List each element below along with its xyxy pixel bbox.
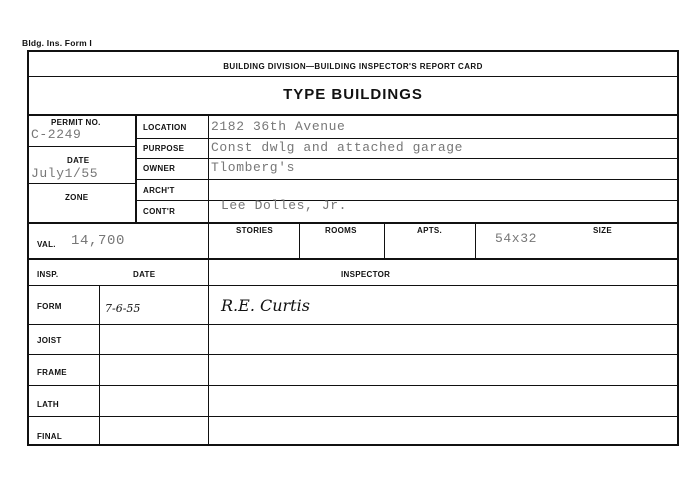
insp-header: INSP. [37, 270, 59, 279]
contractor-value: Lee Dolles, Jr. [221, 198, 348, 213]
location-value: 2182 36th Avenue [211, 119, 346, 134]
date-label: DATE [67, 156, 90, 165]
report-card [27, 50, 679, 446]
owner-value: Tlomberg's [211, 160, 296, 175]
stage-lath: LATH [37, 400, 59, 409]
owner-label: OWNER [143, 164, 176, 173]
stage-joist: JOIST [37, 336, 62, 345]
form-inspector-signature: R.E. Curtis [221, 296, 310, 315]
val-label: VAL. [37, 240, 56, 249]
val-value: 14,700 [71, 233, 126, 249]
date-header: DATE [133, 270, 156, 279]
purpose-value: Const dwlg and attached garage [211, 140, 464, 155]
card-title: TYPE BUILDINGS [283, 86, 423, 103]
zone-label: ZONE [65, 193, 89, 202]
stage-final: FINAL [37, 432, 63, 441]
size-label: SIZE [593, 226, 612, 235]
apts-label: APTS. [417, 226, 443, 235]
rooms-label: ROOMS [325, 226, 357, 235]
stage-form: FORM [37, 302, 62, 311]
division-header: BUILDING DIVISION—BUILDING INSPECTOR'S REPORT CARD [223, 62, 483, 71]
architect-label: ARCH'T [143, 186, 175, 195]
stage-frame: FRAME [37, 368, 67, 377]
purpose-label: PURPOSE [143, 144, 185, 153]
contractor-label: CONT'R [143, 207, 176, 216]
date-value: July1/55 [31, 166, 99, 181]
permit-label: PERMIT NO. [51, 118, 101, 127]
size-value: 54x32 [495, 231, 538, 246]
stories-label: STORIES [236, 226, 274, 235]
permit-value: C-2249 [31, 127, 82, 142]
location-label: LOCATION [143, 123, 187, 132]
form-date: 7-6-55 [105, 302, 141, 315]
form-id: Bldg. Ins. Form I [22, 38, 92, 48]
inspector-header: INSPECTOR [341, 270, 391, 279]
